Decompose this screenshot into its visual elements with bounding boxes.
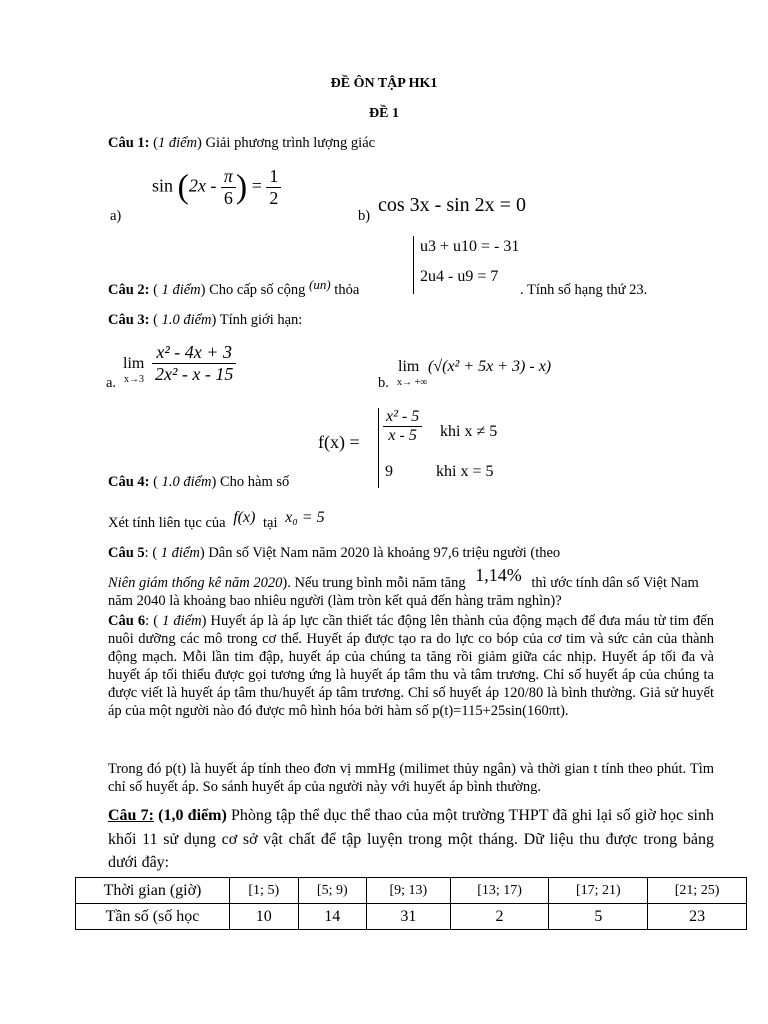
q3b-lim-sub: x→ +∞ bbox=[397, 377, 428, 388]
q1b-equation: cos 3x - sin 2x = 0 bbox=[378, 194, 526, 216]
table-header-time: Thời gian (giờ) bbox=[76, 878, 230, 904]
q5-text1: Dân số Việt Nam năm 2020 là khoảng 97,6 triệu người (theo bbox=[208, 545, 561, 561]
q1b-label: b) bbox=[358, 208, 371, 224]
q3a-label: a. bbox=[106, 375, 117, 391]
q5-line1: Câu 5: ( 1 điểm) Dân số Việt Nam năm 2020 là khoảng 97,6 triệu người (theo bbox=[108, 545, 561, 561]
q6-paragraph2: Trong đó p(t) là huyết áp tính theo đơn vị mmHg (milimet thủy ngân) và thời gian t tính theo phút. Tìm chỉ số huyết áp. So sánh huyết áp của người này với huyết áp bình thường. bbox=[108, 761, 714, 795]
q3-line: Câu 3: ( 1.0 điểm) Tính giới hạn: bbox=[108, 312, 303, 328]
q5-text2a: ). Nếu trung bình mỗi năm tăng bbox=[282, 575, 466, 591]
q7-paragraph bbox=[108, 804, 714, 875]
q2-text3: . Tính số hạng thứ 23. bbox=[520, 282, 648, 298]
table-frequency-cell: 10 bbox=[230, 904, 299, 930]
exam-title: ĐỀ ÔN TẬP HK1 bbox=[330, 76, 438, 91]
q1a-equals: = bbox=[251, 175, 262, 196]
q4-case1-numerator: x² - 5 bbox=[383, 408, 422, 427]
q6-points: 1 điểm bbox=[162, 613, 202, 629]
table-row bbox=[76, 878, 747, 904]
q2-points: 1 điểm bbox=[161, 282, 201, 298]
table-frequency-cell: 14 bbox=[298, 904, 367, 930]
frequency-table bbox=[75, 877, 747, 930]
q4-case1-denominator: x - 5 bbox=[388, 427, 417, 444]
q5-text2b: thì ước tính dân số Việt Nam bbox=[531, 575, 699, 591]
q3a-fraction bbox=[152, 342, 236, 385]
q2-label: Câu 2: bbox=[108, 282, 150, 298]
q1-line: Câu 1: (1 điểm) Giải phương trình lượng giác bbox=[108, 135, 376, 151]
table-interval-cell: [1; 5) bbox=[230, 878, 299, 904]
table-row bbox=[76, 904, 747, 930]
q3-text: Tính giới hạn: bbox=[219, 312, 303, 328]
q1a-pi: π bbox=[221, 166, 236, 188]
q2-eq1: u3 + u10 = - 31 bbox=[420, 238, 520, 255]
q4-line: Câu 4: ( 1.0 điểm) Cho hàm số bbox=[108, 474, 290, 490]
q1-label: Câu 1: bbox=[108, 135, 150, 151]
q1a-label: a) bbox=[110, 208, 122, 224]
q4-x0: x₀ = 5 bbox=[285, 509, 325, 526]
table-interval-cell: [13; 17) bbox=[450, 878, 549, 904]
q5-source: Niên giám thống kê năm 2020 bbox=[108, 575, 283, 591]
q5-line2 bbox=[108, 565, 699, 592]
q4-fx: f(x) bbox=[233, 509, 256, 526]
q4-points: 1.0 điểm bbox=[161, 474, 212, 490]
q2-sequence: (un) bbox=[309, 277, 331, 292]
q6-paragraph: Câu 6: ( 1 điểm) Huyết áp là áp lực cần thiết tác động lên thành của động mạch để đưa máu từ tim đến nuôi dưỡng các mô trong cơ thể. Huyết áp được tạo ra do lực co bóp của cơ tim và sức cản của thành động mạch. Mỗi lần tim đập, huyết áp của chúng ta tăng rồi giảm giữa các nhịp. Huyết áp tối đa và huyết áp tối thiểu được gọi tương ứng là huyết áp tâm thu và tâm trương. Chỉ số huyết áp của chúng ta được viết là huyết áp tâm thu/huyết áp tâm trương. Chỉ số huyết áp 120/80 là bình thường. Giả sử huyết áp của một người nào đó được mô hình hóa bởi hàm số p(t)=115+25sin(160πt). bbox=[108, 613, 714, 719]
q2-eq2: 2u4 - u9 = 7 bbox=[420, 268, 499, 285]
q2-system-brace bbox=[413, 236, 414, 294]
q2-text1: Cho cấp số cộng bbox=[209, 282, 306, 298]
q5-line3: năm 2040 là khoảng bao nhiêu người (làm tròn kết quả đến hàng trăm nghìn)? bbox=[108, 593, 562, 609]
q2-line: Câu 2: ( 1 điểm) Cho cấp số cộng (un) thỏa bbox=[108, 277, 360, 298]
q1-points: 1 điểm bbox=[157, 135, 198, 151]
q7-label: Câu 7: bbox=[108, 807, 154, 824]
q3a-denominator: 2x² - x - 15 bbox=[155, 364, 234, 384]
q1a-sin: sin bbox=[152, 175, 174, 196]
q4-case1-condition: khi x ≠ 5 bbox=[440, 423, 498, 440]
q2-text2: thỏa bbox=[334, 282, 360, 298]
q4-tai: tại bbox=[263, 515, 278, 531]
q4-fx-def: f(x) = bbox=[318, 432, 360, 452]
q4-case1 bbox=[383, 408, 422, 445]
q3a-lim-sub: x→3 bbox=[124, 374, 144, 385]
q4-text: Cho hàm số bbox=[220, 474, 290, 490]
q4-case2-value: 9 bbox=[385, 463, 393, 480]
q1-text: Giải phương trình lượng giác bbox=[205, 135, 376, 151]
q1a-two: 2 bbox=[269, 188, 279, 208]
q3-points: 1.0 điểm bbox=[161, 312, 212, 328]
table-frequency-cell: 2 bbox=[450, 904, 549, 930]
q5-points: 1 điểm bbox=[160, 545, 200, 561]
q3b-expression: (√(x² + 5x + 3) - x) bbox=[428, 358, 552, 375]
table-frequency-cell: 31 bbox=[367, 904, 451, 930]
table-interval-cell: [21; 25) bbox=[648, 878, 747, 904]
q5-label: Câu 5 bbox=[108, 545, 145, 561]
q5-rate: 1,14% bbox=[475, 565, 522, 585]
q3b-lim: lim bbox=[398, 358, 420, 375]
table-interval-cell: [9; 13) bbox=[367, 878, 451, 904]
exam-subtitle: ĐỀ 1 bbox=[369, 106, 399, 121]
table-interval-cell: [17; 21) bbox=[549, 878, 648, 904]
q1a-six: 6 bbox=[223, 188, 233, 208]
table-header-frequency: Tần số (số học bbox=[76, 904, 230, 930]
q3b-label: b. bbox=[378, 375, 389, 391]
table-frequency-cell: 5 bbox=[549, 904, 648, 930]
q3a-lim: lim bbox=[123, 355, 145, 372]
q6-label: Câu 6 bbox=[108, 613, 146, 629]
q4-case2-condition: khi x = 5 bbox=[436, 463, 494, 480]
q3a-numerator: x² - 4x + 3 bbox=[152, 342, 236, 364]
q4-text2: Xét tính liên tục của bbox=[108, 515, 226, 531]
table-interval-cell: [5; 9) bbox=[298, 878, 367, 904]
q1a-equation: sin (2x - $\frac{\pi}{6}$ ) = $\frac{1}{2}$ bbox=[152, 166, 281, 209]
q6-text: Huyết áp là áp lực cần thiết tác động lên thành của động mạch để đưa máu từ tim đến nuôi dưỡng các mô trong cơ thể. Huyết áp được tạo ra do lực co bóp của cơ tim và sức cản của thành động mạch. Mỗi lần tim đập, huyết áp của chúng ta tăng rồi giảm giữa các nhịp. Huyết áp tối đa và huyết áp tối thiểu được gọi tương ứng là huyết áp tâm thu và tâm trương. Chỉ số huyết áp của chúng ta được viết là huyết áp tâm thu/huyết áp tâm trương. Chỉ số huyết áp 120/80 là bình thường. Giả sử huyết áp của một người nào đó được mô hình hóa bởi hàm số p(t)=115+25sin(160πt). bbox=[108, 613, 714, 719]
q4-continuity-line bbox=[108, 509, 325, 532]
q4-piecewise-brace bbox=[378, 408, 379, 488]
q1a-inner: 2x - bbox=[188, 175, 217, 196]
q4-label: Câu 4: bbox=[108, 474, 150, 490]
q7-points: (1,0 điểm) bbox=[158, 807, 227, 824]
table-frequency-cell: 23 bbox=[648, 904, 747, 930]
q3-label: Câu 3: bbox=[108, 312, 150, 328]
q1a-one: 1 bbox=[266, 166, 281, 188]
q7-text: Phòng tập thể dục thể thao của một trường THPT đã ghi lại số giờ học sinh khối 11 sử dụng cơ sở vật chất để tập luyện trong một tháng. Dữ liệu thu được trong bảng dưới đây: bbox=[108, 807, 714, 871]
